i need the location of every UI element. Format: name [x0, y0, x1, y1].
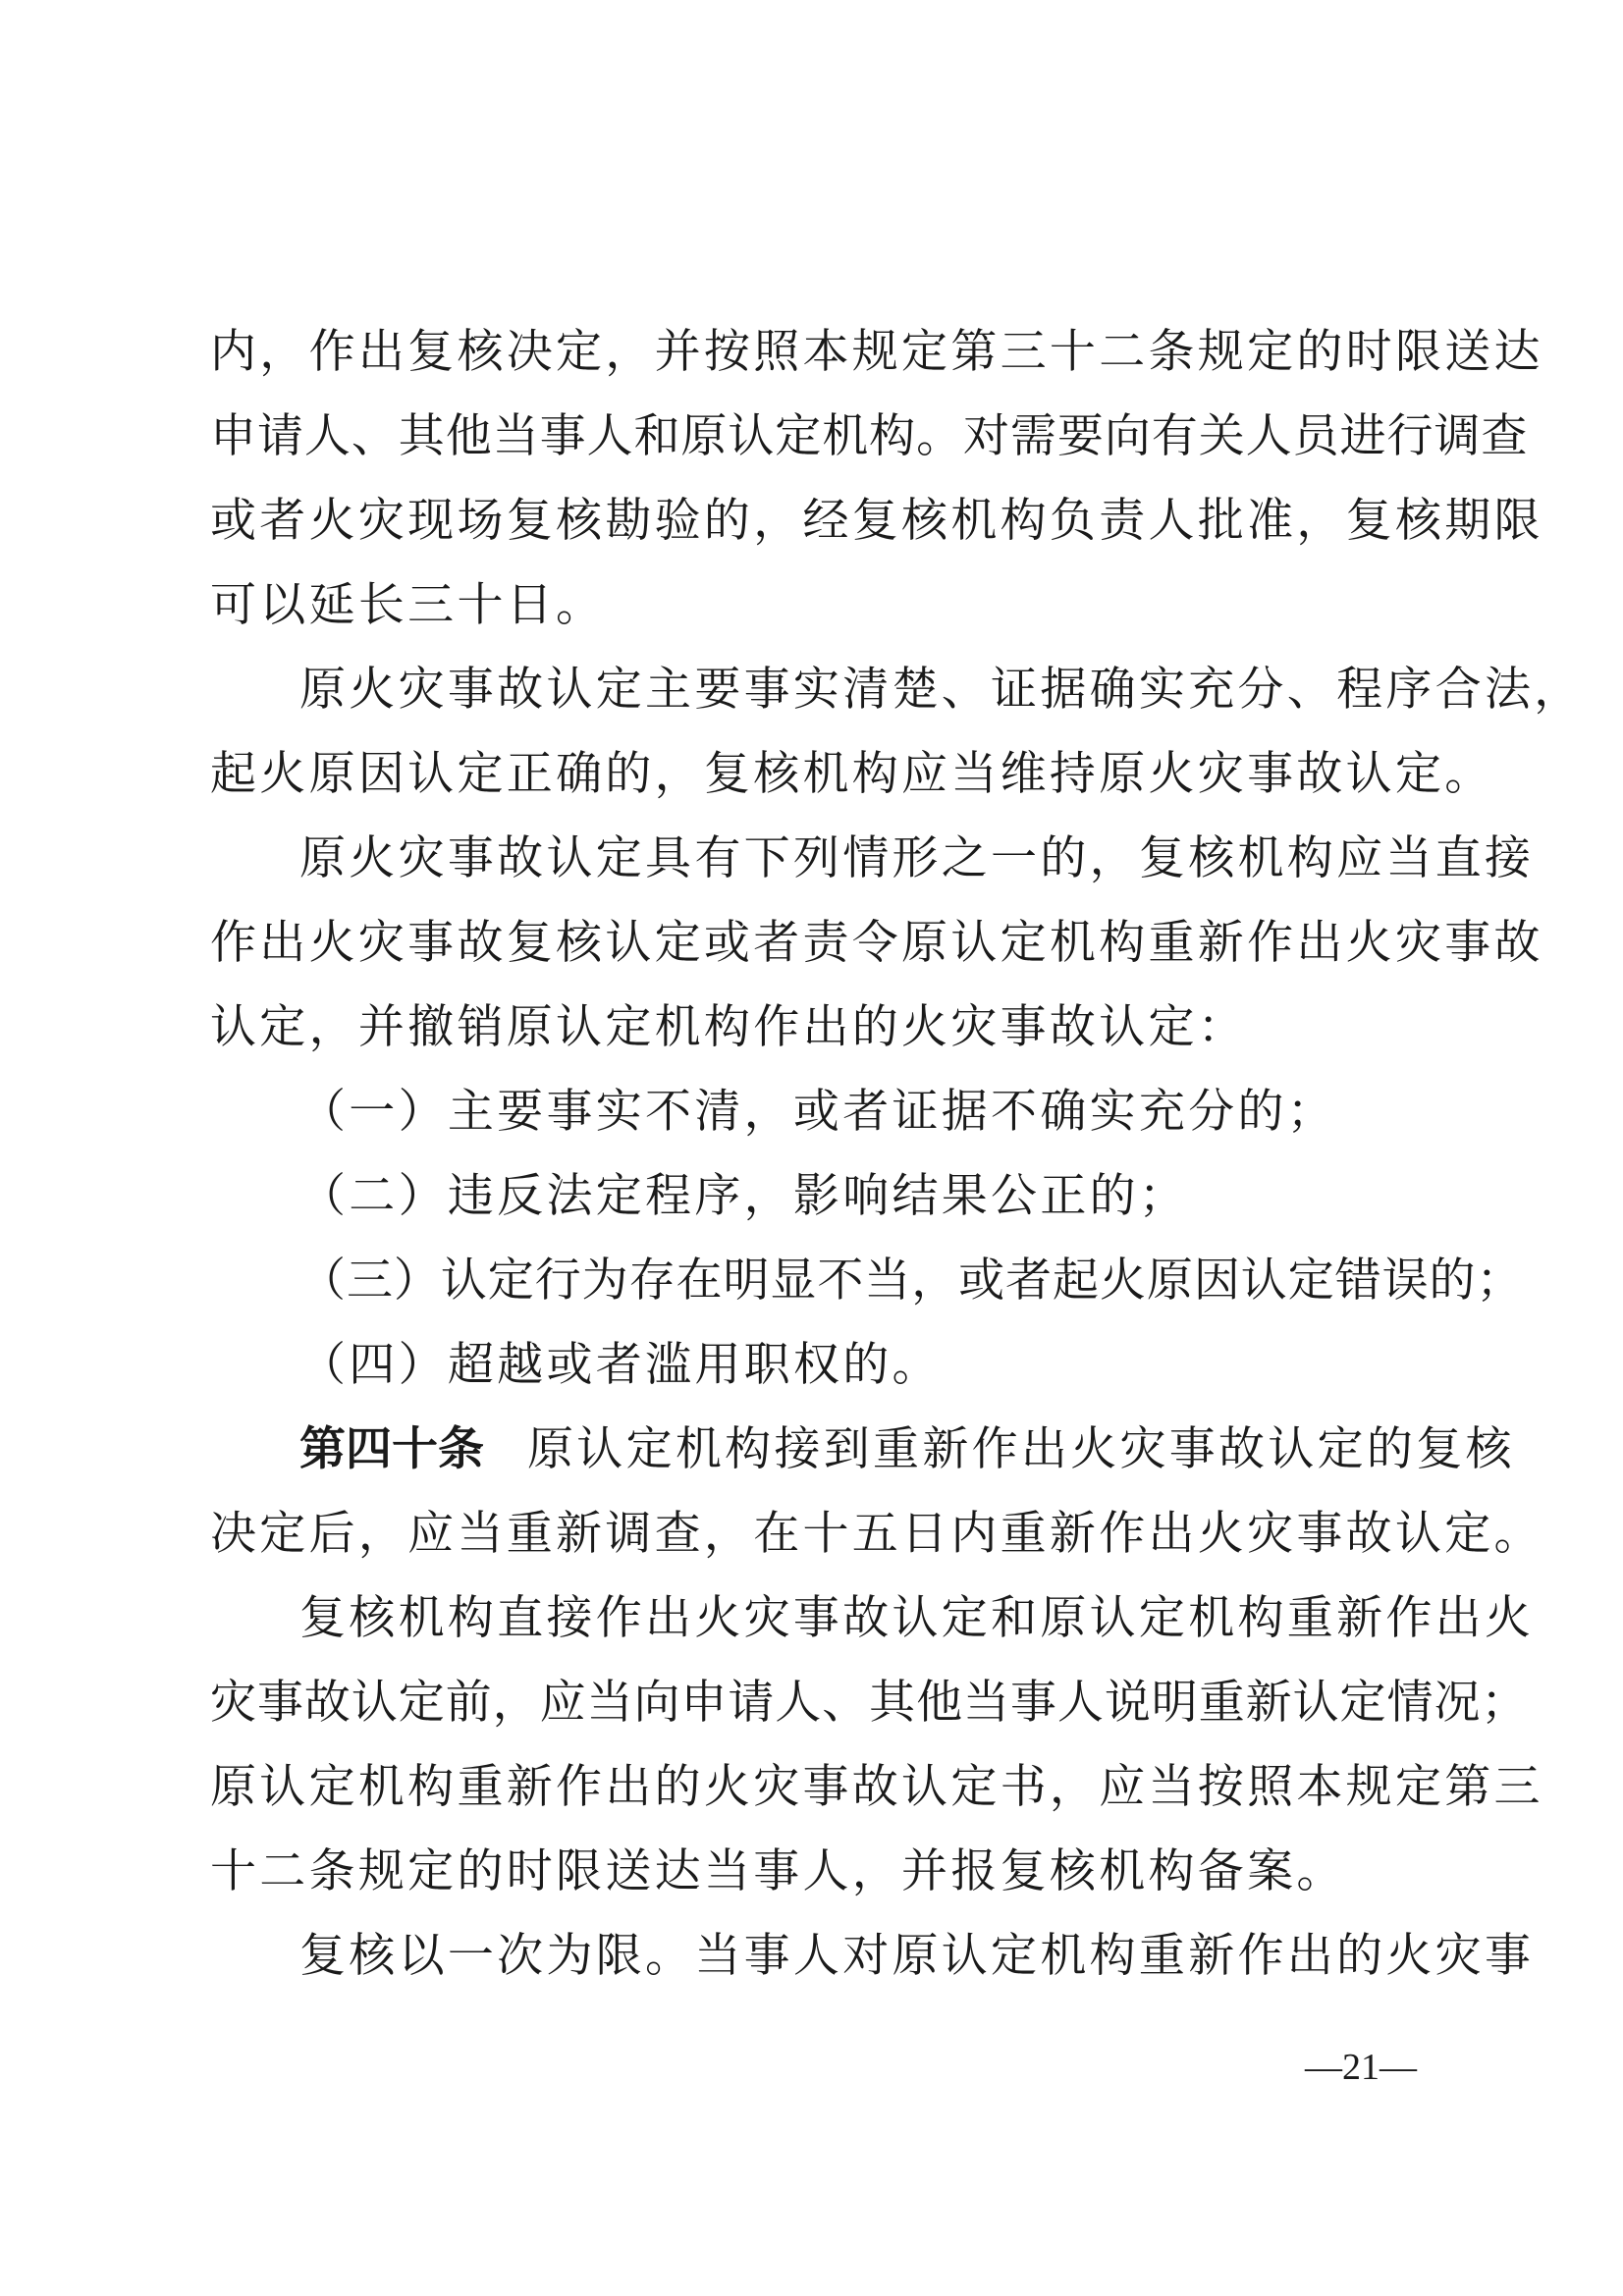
text-line: 可以延长三十日。 [210, 578, 606, 632]
text-line: 原火灾事故认定具有下列情形之一的，复核机构应当直接 [299, 831, 1535, 885]
page-number: —21— [1305, 2047, 1417, 2088]
text-line: 原火灾事故认定主要事实清楚、证据确实充分、程序合法， [299, 663, 1584, 717]
list-item: （一）主要事实不清，或者证据不确实充分的； [299, 1085, 1337, 1139]
text-line: 决定后，应当重新调查，在十五日内重新作出火灾事故认定。 [210, 1507, 1543, 1561]
article-text: 原认定机构接到重新作出火灾事故认定的复核 [527, 1422, 1515, 1476]
text-line: 十二条规定的时限送达当事人，并报复核机构备案。 [210, 1844, 1346, 1898]
text-line: 作出火灾事故复核认定或者责令原认定机构重新作出火灾事故 [210, 916, 1543, 970]
list-item: （二）违反法定程序，影响结果公正的； [299, 1169, 1189, 1223]
page-body [210, 310, 1584, 1999]
text-line: 灾事故认定前，应当向申请人、其他当事人说明重新认定情况； [210, 1676, 1529, 1730]
article-number: 第四十条 [299, 1422, 484, 1476]
text-line: 内，作出复核决定，并按照本规定第三十二条规定的时限送达 [210, 325, 1543, 379]
list-item: （三）认定行为存在明显不当，或者起火原因认定错误的； [299, 1254, 1524, 1308]
text-line: 复核机构直接作出火灾事故认定和原认定机构重新作出火 [299, 1591, 1535, 1645]
article-heading-line [210, 1408, 1515, 1492]
text-line: 申请人、其他当事人和原认定机构。对需要向有关人员进行调查 [210, 409, 1529, 463]
text-line: 复核以一次为限。当事人对原认定机构重新作出的火灾事 [299, 1929, 1535, 1983]
text-line: 或者火灾现场复核勘验的，经复核机构负责人批准，复核期限 [210, 494, 1543, 548]
list-item: （四）超越或者滥用职权的。 [299, 1338, 942, 1392]
text-line: 起火原因认定正确的，复核机构应当维持原火灾事故认定。 [210, 747, 1494, 801]
text-line: 原认定机构重新作出的火灾事故认定书，应当按照本规定第三 [210, 1760, 1543, 1814]
text-line: 认定，并撤销原认定机构作出的火灾事故认定： [210, 1000, 1248, 1054]
